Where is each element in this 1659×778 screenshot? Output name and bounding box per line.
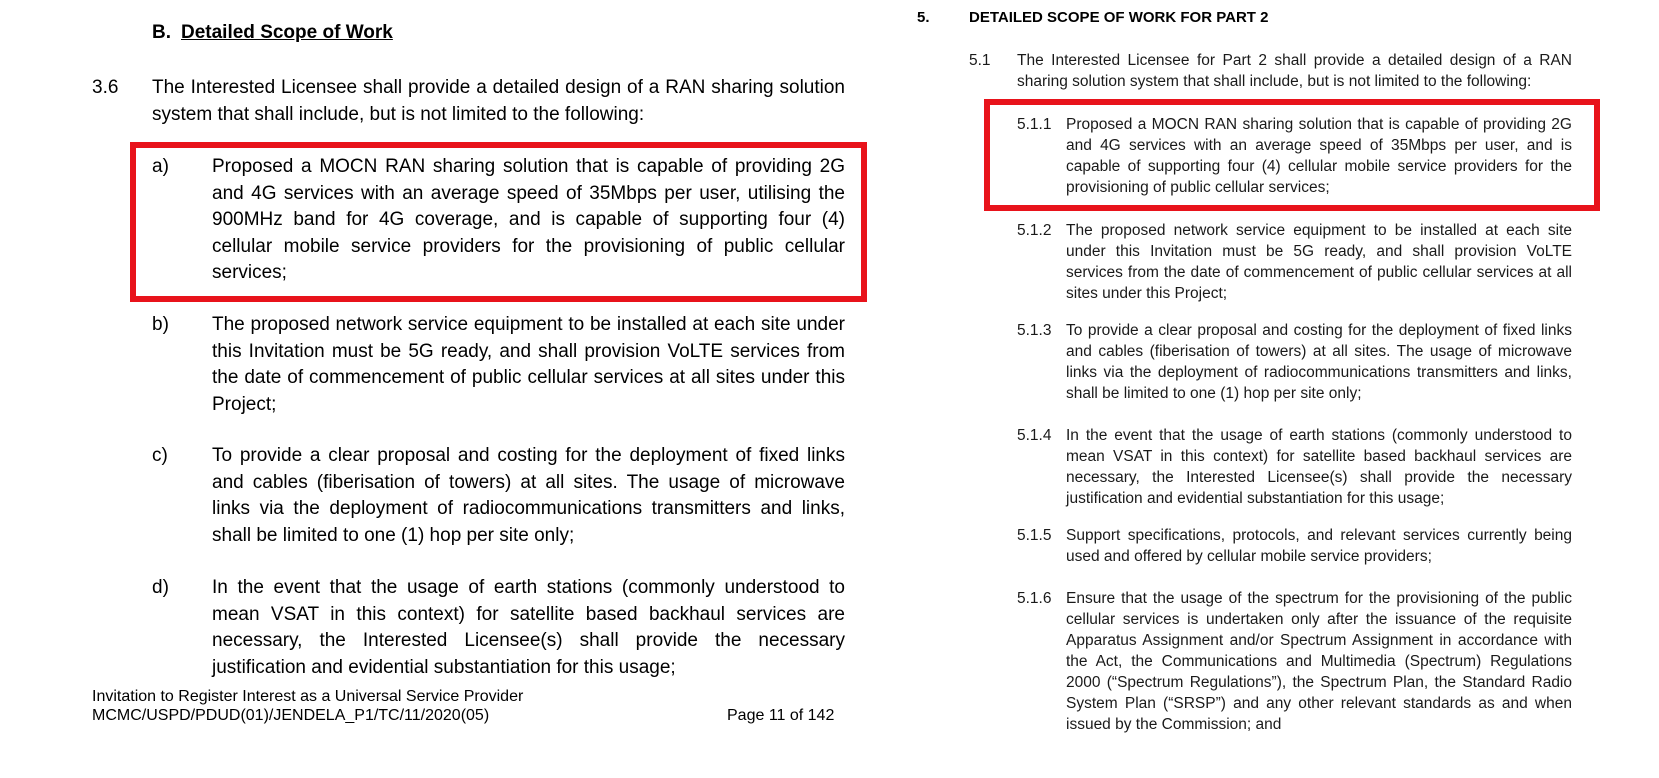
heading-number: 5.	[917, 9, 930, 26]
paragraph-text: The Interested Licensee shall provide a detailed design of a RAN sharing solution system that shall include, but is not limited to the following:	[152, 77, 845, 125]
list-item-label: d)	[152, 577, 169, 598]
heading-title: DETAILED SCOPE OF WORK FOR PART 2	[969, 9, 1269, 26]
paragraph-3-6	[92, 75, 845, 128]
list-item-text: The proposed network service equipment to be installed at each site under this Invitation must be 5G ready, and shall provision VoLTE services from the date of commencement of public cellular services at all sites under this Project;	[212, 314, 845, 415]
list-item-5-1-4	[1017, 425, 1572, 509]
list-item-text: Ensure that the usage of the spectrum for the provisioning of the public cellular services is undertaken only after the issuance of the requisite Apparatus Assignment and/or Spectrum Assignment in accordance with the Act, the Communications and Multimedia (Spectrum) Regulations 2000 (“Spectrum Regulations”), the Spectrum Plan, the Standard Radio System Plan (“SRSP”) and any other relevant standards as and when issued by the Commission; and	[1066, 590, 1572, 733]
list-item-text: To provide a clear proposal and costing for the deployment of fixed links and cables (fiberisation of towers) at all sites. The usage of microwave links via the deployment of radiocommunications transmitters and links, shall be limited to one (1) hop per site only;	[212, 445, 845, 546]
paragraph-5-1	[969, 50, 1572, 92]
list-item-label: b)	[152, 314, 169, 335]
list-item-c	[152, 443, 845, 549]
list-item-5-1-3	[1017, 320, 1572, 404]
section-title: Detailed Scope of Work	[181, 22, 393, 43]
list-item-label: 5.1.4	[1017, 427, 1052, 444]
paragraph-number: 3.6	[92, 77, 119, 98]
footer-reference: MCMC/USPD/PDUD(01)/JENDELA_P1/TC/11/2020(05)	[92, 707, 490, 724]
list-item-text: In the event that the usage of earth stations (commonly understood to mean VSAT in this context) for satellite based backhaul services are necessary, the Interested Licensee(s) shall provide the necessary justification and evidential substantiation for this usage;	[1066, 427, 1572, 507]
part2-heading	[917, 9, 1269, 26]
list-item-b	[152, 312, 845, 418]
paragraph-text: The Interested Licensee for Part 2 shall provide a detailed design of a RAN sharing solution system that shall include, but is not limited to the following:	[1017, 52, 1572, 90]
footer-page-number: Page 11 of 142	[727, 707, 835, 724]
list-item-label: a)	[152, 156, 169, 177]
list-item-5-1-6	[1017, 588, 1572, 735]
list-item-text: The proposed network service equipment to be installed at each site under this Invitation must be 5G ready, and shall provision VoLTE services from the date of commencement of public cellular services at all sites under this Project;	[1066, 222, 1572, 302]
list-item-5-1-1	[1017, 114, 1572, 198]
list-item-5-1-5	[1017, 525, 1572, 567]
list-item-label: 5.1.3	[1017, 322, 1052, 339]
list-item-d	[152, 575, 845, 681]
list-item-text: To provide a clear proposal and costing for the deployment of fixed links and cables (fiberisation of towers) at all sites. The usage of microwave links via the deployment of radiocommunications transmitters and links, shall be limited to one (1) hop per site only;	[1066, 322, 1572, 402]
paragraph-number: 5.1	[969, 52, 991, 69]
list-item-text: Proposed a MOCN RAN sharing solution that is capable of providing 2G and 4G services with an average speed of 35Mbps per user, and is capable of supporting four (4) cellular mobile service providers for the provisioning of public cellular services;	[1066, 116, 1572, 196]
list-item-text: Proposed a MOCN RAN sharing solution that is capable of providing 2G and 4G services with an average speed of 35Mbps per user, utilising the 900MHz band for 4G coverage, and is capable of supporting four (4) cellular mobile service providers for the provisioning of public cellular services;	[212, 156, 845, 283]
list-item-label: 5.1.6	[1017, 590, 1052, 607]
list-item-label: c)	[152, 445, 168, 466]
list-item-label: 5.1.2	[1017, 222, 1052, 239]
right-document-page	[860, 0, 1659, 778]
section-letter: B.	[152, 22, 171, 43]
footer-title: Invitation to Register Interest as a Universal Service Provider	[92, 688, 524, 705]
list-item-5-1-2	[1017, 220, 1572, 304]
list-item-label: 5.1.1	[1017, 116, 1052, 133]
list-item-a	[152, 154, 845, 287]
section-heading	[152, 22, 393, 44]
list-item-text: In the event that the usage of earth stations (commonly understood to mean VSAT in this context) for satellite based backhaul services are necessary, the Interested Licensee(s) shall provide the necessary justification and evidential substantiation for this usage;	[212, 577, 845, 678]
list-item-text: Support specifications, protocols, and relevant services currently being used and offered by cellular mobile service providers;	[1066, 527, 1572, 565]
list-item-label: 5.1.5	[1017, 527, 1052, 544]
